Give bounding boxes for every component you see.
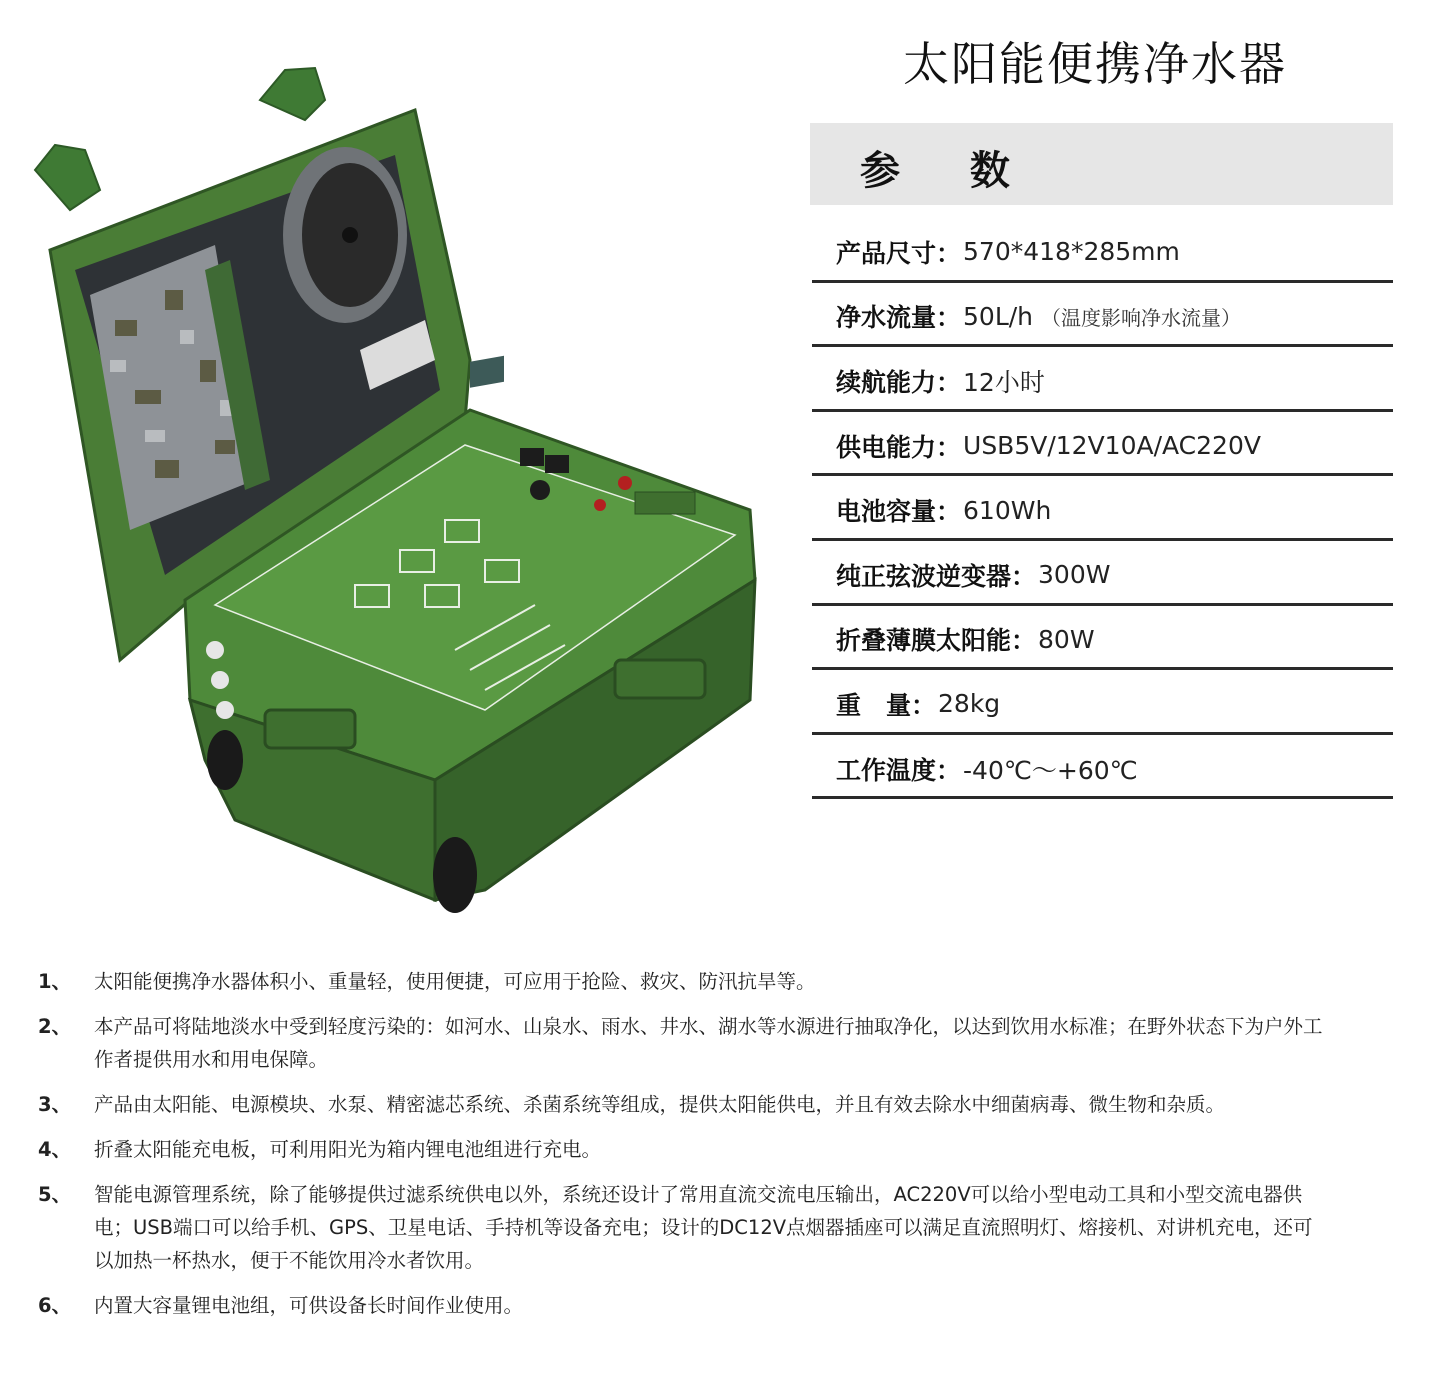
spec-label: 产品尺寸： — [836, 238, 962, 268]
spec-label: 净水流量： — [836, 303, 962, 333]
page-title: 太阳能便携净水器 — [903, 37, 1287, 91]
spec-row-size — [812, 218, 1393, 283]
spec-row-endurance — [812, 347, 1393, 412]
note-text: 内置大容量锂电池组，可供设备长时间作业使用。 — [94, 1294, 524, 1317]
spec-value: 12小时 — [963, 367, 1045, 397]
spec-label: 续航能力： — [836, 367, 962, 397]
spec-value: 570*418*285mm — [963, 237, 1180, 267]
spec-label: 供电能力： — [836, 432, 962, 462]
spec-value: 300W — [1038, 560, 1111, 590]
note-text: 太阳能便携净水器体积小、重量轻，使用便捷，可应用于抢险、救灾、防汛抗旱等。 — [94, 970, 816, 993]
spec-row-flow — [812, 283, 1393, 348]
spec-label: 重 量： — [836, 690, 937, 720]
note-text: 产品由太阳能、电源模块、水泵、精密滤芯系统、杀菌系统等组成，提供太阳能供电，并且有效去除水中细菌病毒、微生物和杂质。 — [94, 1093, 1226, 1116]
note-number: 4、 — [38, 1138, 72, 1161]
spec-label: 纯正弦波逆变器： — [836, 561, 1037, 591]
note-item — [38, 1178, 1328, 1277]
spec-row-power-supply — [812, 412, 1393, 477]
spec-label: 电池容量： — [836, 497, 962, 527]
spec-value: -40℃～+60℃ — [963, 755, 1138, 785]
spec-row-battery — [812, 476, 1393, 541]
note-number: 2、 — [38, 1015, 72, 1038]
params-header-label: 参 数 — [860, 148, 1038, 194]
note-number: 5、 — [38, 1183, 72, 1206]
note-text: 智能电源管理系统，除了能够提供过滤系统供电以外，系统还设计了常用直流交流电压输出，AC220V可以给小型电动工具和小型交流电器供电；USB端口可以给手机、GPS、卫星电话、手持机等设备充电；设计的DC12V点烟器插座可以满足直流照明灯、熔接机、对讲机充电，还可以加热一杯热水，便于不能饮用冷水者饮用。 — [94, 1183, 1313, 1272]
spec-value: 50L/h — [963, 301, 1034, 331]
spec-value: USB5V/12V10A/AC220V — [963, 431, 1261, 461]
spec-row-solar — [812, 606, 1393, 671]
params-header — [810, 123, 1393, 205]
product-image — [15, 60, 795, 930]
note-item — [38, 1010, 1328, 1076]
spec-note: （温度影响净水流量） — [1041, 305, 1242, 330]
note-number: 6、 — [38, 1294, 72, 1317]
spec-label: 工作温度： — [836, 755, 962, 785]
feature-notes — [38, 965, 1328, 1334]
spec-value: 80W — [1038, 624, 1095, 654]
spec-row-temperature — [812, 735, 1393, 800]
note-item — [38, 1289, 1328, 1322]
note-item — [38, 1133, 1328, 1166]
note-item — [38, 1088, 1328, 1121]
spec-row-inverter — [812, 541, 1393, 606]
spec-row-weight — [812, 670, 1393, 735]
spec-table — [812, 218, 1393, 799]
note-text: 折叠太阳能充电板，可利用阳光为箱内锂电池组进行充电。 — [94, 1138, 602, 1161]
spec-value: 610Wh — [963, 495, 1052, 525]
note-number: 3、 — [38, 1093, 72, 1116]
note-text: 本产品可将陆地淡水中受到轻度污染的：如河水、山泉水、雨水、井水、湖水等水源进行抽取净化，以达到饮用水标准；在野外状态下为户外工作者提供用水和用电保障。 — [94, 1015, 1323, 1071]
note-item — [38, 965, 1328, 998]
spec-value: 28kg — [938, 689, 1001, 719]
spec-label: 折叠薄膜太阳能： — [836, 626, 1037, 656]
note-number: 1、 — [38, 970, 72, 993]
